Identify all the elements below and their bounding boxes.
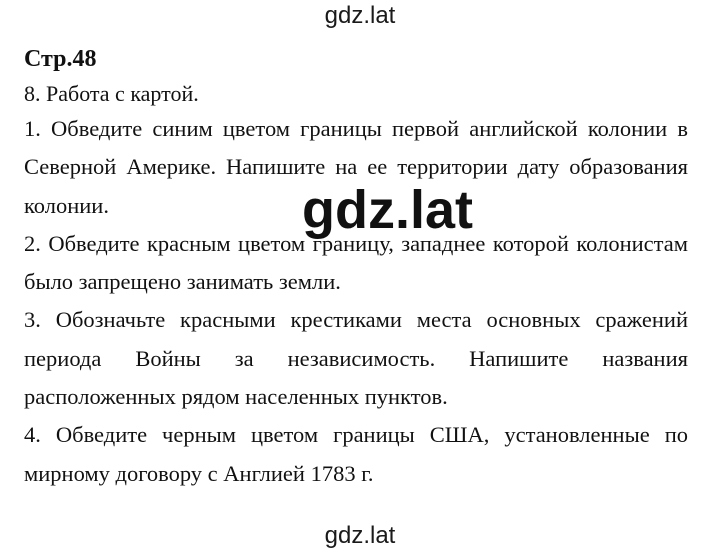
document-body xyxy=(24,40,688,493)
task-title: 8. Работа с картой. xyxy=(24,81,199,106)
task-item-3: 3. Обозначьте красными крестиками места основных сражений периода Войны за независимость. Напишите названия расположенных рядом населенных пунктов. xyxy=(24,307,688,410)
task-item-4: 4. Обведите черным цветом границы США, установленные по мирному договору с Англией 1783 г. xyxy=(24,422,688,486)
page-heading: Стр.48 xyxy=(24,46,97,72)
task-item-2: 2. Обведите красным цветом границу, западнее которой колонистам было запрещено занимать земли. xyxy=(24,230,688,295)
task-item-1: 1. Обведите синим цветом границы первой английской колонии в Северной Америке. Напишите на ее территории дату образования колонии. xyxy=(24,116,688,218)
watermark-top: gdz.lat xyxy=(324,2,396,29)
watermark-bottom: gdz.lat xyxy=(324,522,396,549)
watermark-center: gdz.lat xyxy=(302,180,473,240)
